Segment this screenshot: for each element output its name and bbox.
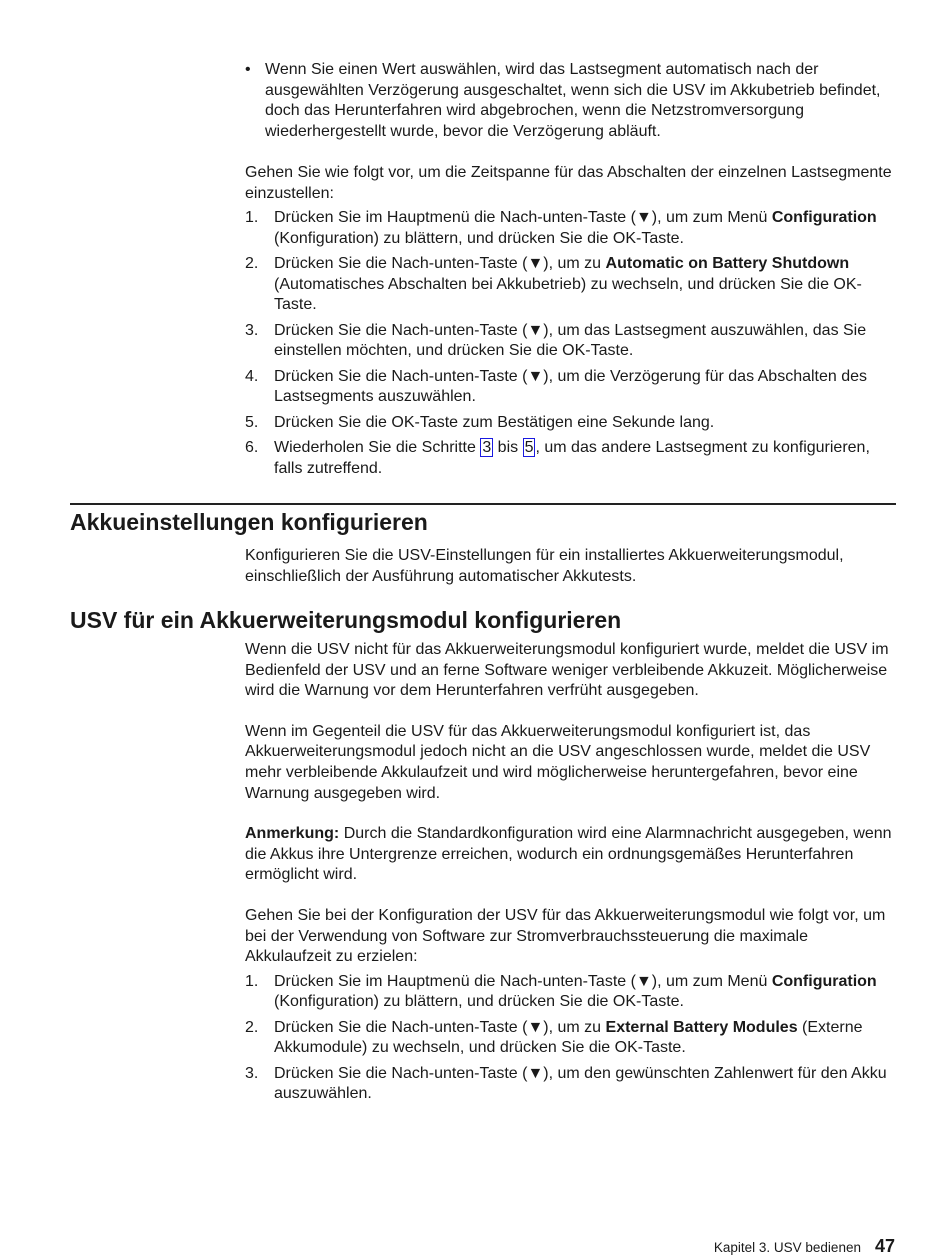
paragraph-2: Wenn im Gegenteil die USV für das Akkuerweiterungsmodul konfiguriert ist, das Akkuerweiterungsmodul jedoch nicht an die USV angeschlossen wurde, meldet die USV mehr verbleibende Akkulaufzeit und wird möglicherweise heruntergefahren, bevor eine Warnung ausgegeben wird. bbox=[245, 722, 871, 802]
step-number: 4. bbox=[245, 367, 259, 385]
step-1: 1. Drücken Sie im Hauptmenü die Nach-unten-Taste (▼), um zum Menü Configuration (Konfiguration) zu blättern, und drücken Sie die OK-Taste. bbox=[245, 209, 877, 247]
paragraph-3: Gehen Sie bei der Konfiguration der USV für das Akkuerweiterungsmodul wie folgt vor, um bei der Verwendung von Software zur Stromverbrauchssteuerung die maximale Akkulaufzeit zu erzielen: bbox=[245, 906, 886, 966]
step-number: 3. bbox=[245, 321, 259, 339]
procedure-1-steps bbox=[245, 208, 895, 479]
bullet-list bbox=[245, 60, 895, 142]
step-2: 2. Drücken Sie die Nach-unten-Taste (▼), um zu Automatic on Battery Shutdown (Automatisches Abschalten bei Akkubetrieb) zu wechseln, und drücken Sie die OK-Taste. bbox=[245, 255, 862, 314]
note-text: Durch die Standardkonfiguration wird eine Alarmnachricht ausgegeben, wenn die Akkus ihre Untergrenze erreichen, wodurch ein ordnungsgemäßes Herunterfahren ermöglicht wird. bbox=[245, 825, 892, 884]
step-1: 1. Drücken Sie im Hauptmenü die Nach-unten-Taste (▼), um zum Menü Configuration (Konfiguration) zu blättern, und drücken Sie die OK-Taste. bbox=[245, 972, 877, 1011]
section-1-text: Konfigurieren Sie die USV-Einstellungen für ein installiertes Akkuerweiterungsmodul, einschließlich der Ausführung automatischer Akkutests. bbox=[245, 547, 844, 585]
menu-name: Automatic on Battery Shutdown bbox=[605, 255, 850, 273]
note bbox=[245, 824, 895, 886]
bullet-block bbox=[245, 60, 895, 142]
paragraph-1: Wenn die USV nicht für das Akkuerweiterungsmodul konfiguriert wurde, meldet die USV im Bedienfeld der USV und an ferne Software weniger verbleibende Akkuzeit. Möglicherweise wird die Warnung vor dem Herunterfahren verfrüht ausgegeben. bbox=[245, 641, 889, 700]
step-number: 5. bbox=[245, 413, 259, 431]
step-number: 3. bbox=[245, 1064, 259, 1082]
procedure-2-steps bbox=[245, 972, 895, 1105]
menu-name: Configuration bbox=[771, 209, 877, 227]
page-number: 47 bbox=[874, 1236, 895, 1256]
section-1-body bbox=[245, 546, 895, 587]
step-link-3[interactable]: 3 bbox=[482, 439, 492, 457]
step-link-5[interactable]: 5 bbox=[524, 439, 534, 457]
section-heading-battery-settings: Akkueinstellungen konfigurieren bbox=[70, 509, 428, 535]
section-divider bbox=[70, 503, 896, 505]
step-number: 6. bbox=[245, 439, 259, 457]
step-2: 2. Drücken Sie die Nach-unten-Taste (▼), um zu External Battery Modules (Externe Akkumodule) zu wechseln, und drücken Sie die OK-Taste. bbox=[245, 1018, 863, 1057]
step-number: 1. bbox=[245, 209, 259, 227]
page-footer bbox=[714, 1236, 895, 1257]
procedure-1-intro: Gehen Sie wie folgt vor, um die Zeitspanne für das Abschalten der einzelnen Lastsegmente einzustellen: bbox=[245, 164, 892, 202]
note-label: Anmerkung: bbox=[245, 825, 340, 843]
step-number: 2. bbox=[245, 255, 259, 273]
section-2-body bbox=[245, 640, 895, 1110]
step-3: 3. Drücken Sie die Nach-unten-Taste (▼), um den gewünschten Zahlenwert für den Akku auszuwählen. bbox=[245, 1064, 887, 1103]
step-4: 4. Drücken Sie die Nach-unten-Taste (▼), um die Verzögerung für das Abschalten des Lastsegments auszuwählen. bbox=[245, 367, 868, 406]
menu-name: Configuration bbox=[771, 972, 877, 990]
chapter-label: Kapitel 3. USV bedienen bbox=[713, 1240, 861, 1255]
menu-name: External Battery Modules bbox=[605, 1018, 798, 1036]
step-5: 5. Drücken Sie die OK-Taste zum Bestätigen eine Sekunde lang. bbox=[245, 413, 895, 434]
step-6: 6. Wiederholen Sie die Schritte 3 bis 5 , um das andere Lastsegment zu konfigurieren, falls zutreffend. bbox=[245, 439, 870, 477]
step-3: 3. Drücken Sie die Nach-unten-Taste (▼), um das Lastsegment auszuwählen, das Sie einstellen möchten, und drücken Sie die OK-Taste. bbox=[245, 321, 867, 360]
section-heading-battery-module: USV für ein Akkuerweiterungsmodul konfigurieren bbox=[70, 607, 622, 633]
step-number: 1. bbox=[245, 972, 259, 990]
step-number: 2. bbox=[245, 1018, 259, 1036]
bullet-item: • Wenn Sie einen Wert auswählen, wird das Lastsegment automatisch nach der ausgewählten Verzögerung ausgeschaltet, wenn sich die USV im Akkubetrieb befindet, doch das Herunterfahren wird abgebrochen, wenn die Netzstromversorgung wiederhergestellt wurde, bevor die Verzögerung abläuft. bbox=[245, 60, 895, 142]
procedure-1 bbox=[245, 163, 895, 484]
